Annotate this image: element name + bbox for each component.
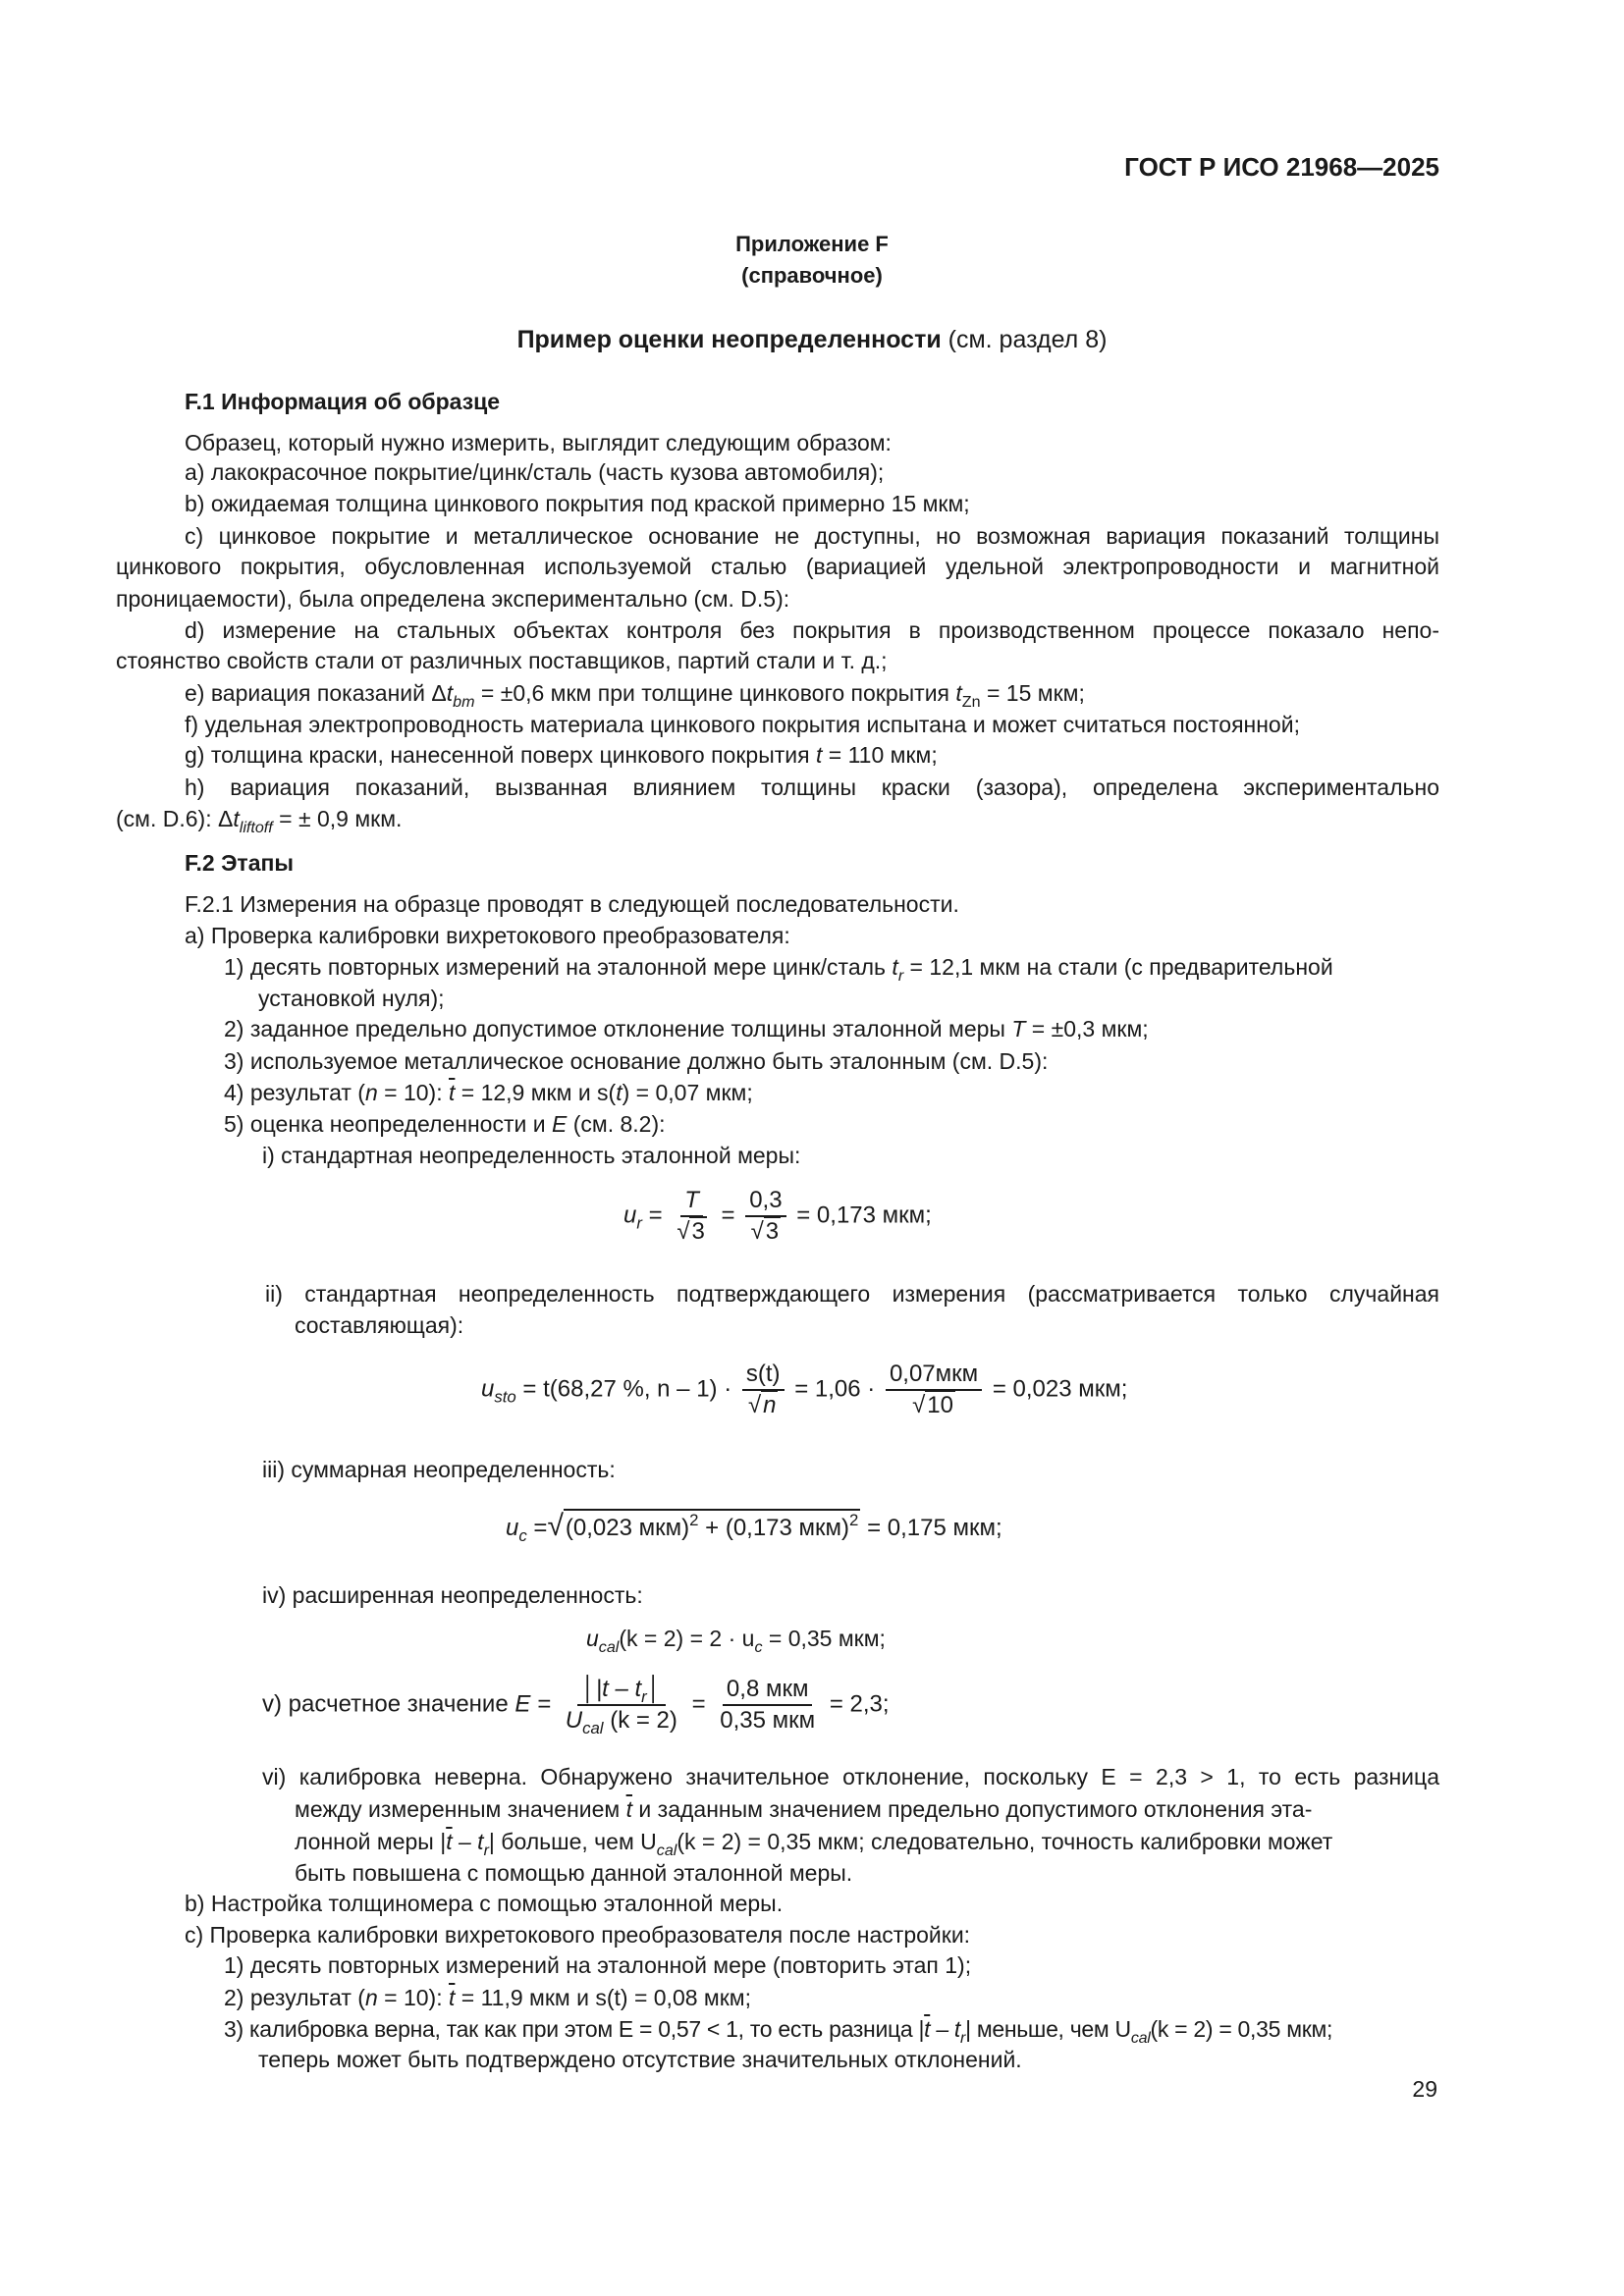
E-fraction-2 xyxy=(716,1675,819,1735)
f2-sub-ii-line2: составляющая): xyxy=(295,1312,464,1338)
vi2-post: и заданным значением предельно допустимого отклонения эта- xyxy=(632,1796,1313,1822)
E-num1-val: |t – t xyxy=(595,1676,642,1702)
formula-uc xyxy=(506,1510,1002,1543)
f2-a-step3: 3) используемое металлическое основание должно быть эталонным (см. D.5): xyxy=(224,1048,1049,1074)
E-fraction-1 xyxy=(562,1675,681,1735)
E-num1: │|t – $t_r│$ xyxy=(577,1675,666,1706)
sqrt-icon xyxy=(547,1510,563,1542)
vi3-sub: r xyxy=(483,1842,489,1859)
E-den1-sub: cal xyxy=(582,1719,604,1737)
f2-a5-pre: 5) оценка неопределенности и xyxy=(224,1111,552,1137)
f2-sub-iii: iii) суммарная неопределенность: xyxy=(262,1457,616,1482)
f1-e-mid: = ±0,6 мкм при толщине цинкового покрытия xyxy=(474,680,956,706)
appendix-heading xyxy=(0,325,1624,354)
c2-tbar: $\overline{t}$ xyxy=(448,1985,456,2010)
c3-pre: 3) калибровка верна, так как при этом E = 0,57 < 1, то есть разница | xyxy=(224,2016,925,2042)
uc-exp2: 2 xyxy=(849,1511,859,1529)
f2-sub-v: v) расчетное значение xyxy=(262,1690,515,1718)
f2-sub-vi-line1: vi) калибровка неверна. Обнаружено значительное отклонение, поскольку E = 2,3 > 1, то есть разница xyxy=(262,1764,1439,1789)
c3-mid2: | меньше, чем U xyxy=(965,2016,1131,2042)
ucal-expr: (k = 2) = 2 · u xyxy=(619,1626,755,1651)
usto-fraction-1 xyxy=(742,1360,785,1420)
f2-item-b: b) Настройка толщиномера с помощью эталонной меры. xyxy=(185,1891,784,1916)
f2-intro: F.2.1 Измерения на образце проводят в следующей последовательности. xyxy=(185,891,959,917)
uc-result: = 0,175 мкм; xyxy=(867,1515,1002,1541)
document-header-id: ГОСТ Р ИСО 21968—2025 xyxy=(1124,152,1439,182)
c3-sub: r xyxy=(960,2029,966,2047)
f2-sub-vi-line2 xyxy=(295,1794,1312,1824)
f1-item-c-line3: проницаемости), была определена экспериментально (см. D.5): xyxy=(116,586,790,612)
f2-a5-post: (см. 8.2): xyxy=(567,1111,666,1137)
f2-a1-post: = 12,1 мкм на стали (с предварительной xyxy=(903,954,1333,980)
f1-h2-post: = ± 0,9 мкм. xyxy=(272,806,403,831)
uc-term2: (0,173 мкм) xyxy=(725,1515,850,1541)
usto-den1-val: n xyxy=(763,1392,777,1418)
f1-h2-pre: (см. D.6): Δ xyxy=(116,806,234,831)
uc-lhs-sub: c xyxy=(518,1526,527,1545)
sqrt-icon xyxy=(912,1392,925,1418)
vi3-sub2: cal xyxy=(656,1842,677,1859)
f2-a4-n: n xyxy=(364,1080,378,1105)
usto-lhs-sub: sto xyxy=(494,1387,516,1407)
f2-a4-post: ) = 0,07 мкм; xyxy=(622,1080,753,1105)
usto-den1 xyxy=(744,1391,783,1420)
vi3-post: (k = 2) = 0,35 мкм; следовательно, точность калибровки может xyxy=(677,1829,1333,1854)
usto-den2-val: 10 xyxy=(927,1392,953,1418)
f2-sub-vi-line4: быть повышена с помощью данной эталонной меры. xyxy=(295,1860,853,1886)
vi2-pre: между измеренным значением xyxy=(295,1796,626,1822)
appendix-heading-main: Пример оценки неопределенности xyxy=(516,326,942,353)
c2-pre: 2) результат ( xyxy=(224,1985,365,2010)
uc-exp1: 2 xyxy=(689,1511,699,1529)
formula-E-line xyxy=(262,1675,890,1735)
ur-fraction-2 xyxy=(745,1186,785,1247)
ur-eq: = xyxy=(648,1201,663,1229)
f2-item-a: a) Проверка калибровки вихретокового преобразователя: xyxy=(185,923,790,948)
f2-sub-ii-line1: ii) стандартная неопределенность подтверждающего измерения (рассматривается только случайная xyxy=(265,1281,1439,1307)
ucal-lhs: u xyxy=(586,1626,599,1651)
f2-c-step1: 1) десять повторных измерений на эталонной мере (повторить этап 1); xyxy=(224,1952,972,1978)
ur-num2: 0,3 xyxy=(745,1186,785,1217)
vi3-mid2: | больше, чем U xyxy=(488,1829,657,1854)
f1-item-b: b) ожидаемая толщина цинкового покрытия под краской примерно 15 мкм; xyxy=(185,491,970,516)
f2-item-c: c) Проверка калибровки вихретокового преобразователя после настройки: xyxy=(185,1922,971,1948)
usto-fraction-2 xyxy=(886,1360,982,1420)
c3-sub2: cal xyxy=(1130,2029,1151,2047)
ur-den1-val: 3 xyxy=(691,1218,705,1245)
f2-c-step3 xyxy=(224,2014,1333,2047)
usto-num1: s(t) xyxy=(742,1360,785,1391)
f1-item-h-line1: h) вариация показаний, вызванная влиянием толщины краски (зазора), определена экспериментально xyxy=(185,774,1439,800)
E-lhs: E = xyxy=(514,1690,552,1718)
f2-sub-i: i) стандартная неопределенность эталонной меры: xyxy=(262,1143,801,1168)
f1-item-d-line2: стоянство свойств стали от различных поставщиков, партий стали и т. д.; xyxy=(116,648,888,673)
f1-item-a: a) лакокрасочное покрытие/цинк/сталь (часть кузова автомобиля); xyxy=(185,459,885,485)
f1-h2-var: t xyxy=(233,806,240,831)
formula-usto xyxy=(481,1360,1127,1420)
f2-a-step5 xyxy=(224,1109,666,1139)
ur-result: = 0,173 мкм; xyxy=(796,1201,932,1229)
f2-a4-pre: 4) результат ( xyxy=(224,1080,365,1105)
c2-mid: = 10): xyxy=(377,1985,449,2010)
ur-den2-val: 3 xyxy=(765,1218,780,1245)
usto-den2 xyxy=(908,1391,959,1420)
f2-a2-pre: 2) заданное предельно допустимое отклонение толщины эталонной меры xyxy=(224,1016,1012,1041)
f2-a2-var: T xyxy=(1011,1016,1026,1041)
f1-item-e xyxy=(185,678,1085,711)
ur-lhs: u xyxy=(623,1201,637,1229)
f1-e-var: t xyxy=(446,680,454,706)
page-number: 29 xyxy=(1412,2076,1437,2102)
ucal-result: = 0,35 мкм; xyxy=(762,1626,886,1651)
usto-expr: = t(68,27 %, n – 1) · xyxy=(522,1375,732,1403)
f1-e-sub2: Zn xyxy=(961,693,981,711)
f1-intro: Образец, который нужно измерить, выглядит следующим образом: xyxy=(185,430,892,455)
usto-result: = 0,023 мкм; xyxy=(992,1375,1128,1403)
f1-e-pre: e) вариация показаний Δ xyxy=(185,680,447,706)
f1-item-d-line1: d) измерение на стальных объектах контроля без покрытия в производственном процессе показало непо- xyxy=(185,617,1439,643)
f1-e-post: = 15 мкм; xyxy=(980,680,1085,706)
E-den2: 0,35 мкм xyxy=(720,1707,816,1734)
E-num2: 0,8 мкм xyxy=(723,1675,813,1706)
f1-g-pre: g) толщина краски, нанесенной поверх цинкового покрытия xyxy=(185,742,816,768)
f1-item-c-line1: c) цинковое покрытие и металлическое основание не доступны, но возможная вариация показаний толщины xyxy=(185,523,1439,549)
sqrt-icon xyxy=(751,1218,764,1245)
c3-post: (k = 2) = 0,35 мкм; xyxy=(1150,2016,1333,2042)
f1-e-sub: bm xyxy=(453,693,475,711)
usto-lhs: u xyxy=(481,1375,495,1403)
uc-radicand: (0,023 мкм)$^2$ + (0,173 мкм)$^2$ xyxy=(565,1511,859,1541)
f1-g-post: = 110 мкм; xyxy=(822,742,938,768)
f2-a-step4 xyxy=(224,1078,753,1107)
ucal-sub2: c xyxy=(754,1638,763,1656)
ur-den2 xyxy=(747,1217,785,1247)
ur-den1 xyxy=(673,1217,711,1247)
usto-mid: = 1,06 · xyxy=(794,1375,876,1403)
f1-item-c-line2: цинкового покрытия, обусловленная используемой сталью (вариацией удельной электропроводности и магнитной xyxy=(116,554,1439,579)
ur-num1: T xyxy=(680,1186,703,1217)
uc-term1: (0,023 мкм) xyxy=(565,1515,690,1541)
c2-post: = 11,9 мкм и s(t) = 0,08 мкм; xyxy=(455,1985,752,2010)
ur-fraction-1 xyxy=(673,1186,711,1247)
E-den1-val: U xyxy=(565,1707,583,1734)
sqrt-icon xyxy=(748,1392,761,1418)
formula-ucal xyxy=(586,1626,886,1656)
f1-g-var: t xyxy=(815,742,823,768)
formula-ur xyxy=(623,1186,932,1247)
f2-c-step3-cont: теперь может быть подтверждено отсутствие значительных отклонений. xyxy=(258,2047,1022,2072)
f1-e-var2: t xyxy=(955,680,962,706)
E-den1-post: (k = 2) xyxy=(603,1707,677,1734)
uc-eq: = xyxy=(533,1515,548,1541)
f2-a-step1 xyxy=(224,952,1333,985)
f2-a4-tbar: $\overline{t}$ xyxy=(448,1080,456,1105)
E-num1-sub: r xyxy=(641,1687,647,1706)
f2-a1-pre: 1) десять повторных измерений на эталонной мере цинк/сталь xyxy=(224,954,893,980)
sqrt-icon xyxy=(677,1218,689,1245)
appendix-subtitle: (справочное) xyxy=(741,263,883,288)
f1-item-f: f) удельная электропроводность материала цинкового покрытия испытана и может считаться постоянной; xyxy=(185,712,1300,737)
ur-lhs-sub: r xyxy=(636,1213,642,1233)
appendix-heading-ref: (см. раздел 8) xyxy=(941,326,1108,353)
section-f2-heading: F.2 Этапы xyxy=(185,850,295,876)
f2-a1-sub: r xyxy=(897,967,904,985)
f1-item-g xyxy=(185,740,938,770)
vi3-pre: лонной меры | xyxy=(295,1829,447,1854)
f1-item-h-line2 xyxy=(116,804,403,836)
ur-eq2: = xyxy=(721,1201,735,1229)
f2-a-step2 xyxy=(224,1014,1149,1043)
f2-a4-mid2: = 12,9 мкм и s( xyxy=(455,1080,617,1105)
f1-h2-sub: liftoff xyxy=(239,819,273,836)
f2-sub-iv: iv) расширенная неопределенность: xyxy=(262,1582,643,1608)
f2-a2-post: = ±0,3 мкм; xyxy=(1025,1016,1149,1041)
c3-mid: – t xyxy=(930,2016,960,2042)
vi3-mid: – t xyxy=(452,1829,484,1854)
section-f1-heading: F.1 Информация об образце xyxy=(185,389,501,414)
E-result: = 2,3; xyxy=(829,1690,890,1718)
E-eq: = xyxy=(691,1690,706,1718)
f2-a5-var: E xyxy=(551,1111,568,1137)
vi2-tbar: $\overline{t}$ xyxy=(625,1796,633,1822)
f2-a-step1-cont: установкой нуля); xyxy=(258,986,445,1011)
usto-num2: 0,07мкм xyxy=(886,1360,982,1391)
f2-a4-t2: t xyxy=(616,1080,623,1105)
f2-a1-var: t xyxy=(892,954,898,980)
c3-tbar: $\overline{t}$ xyxy=(924,2016,931,2042)
ucal-lhs-sub: cal xyxy=(598,1638,620,1656)
f2-a4-mid: = 10): xyxy=(377,1080,449,1105)
c2-n: n xyxy=(364,1985,378,2010)
f2-sub-vi-line3 xyxy=(295,1827,1333,1859)
f2-c-step2 xyxy=(224,1983,751,2012)
uc-lhs: u xyxy=(506,1515,519,1541)
vi3-tbar: $\overline{t}$ xyxy=(446,1829,453,1854)
appendix-title: Приложение F xyxy=(735,232,889,256)
E-den1 xyxy=(562,1706,681,1735)
